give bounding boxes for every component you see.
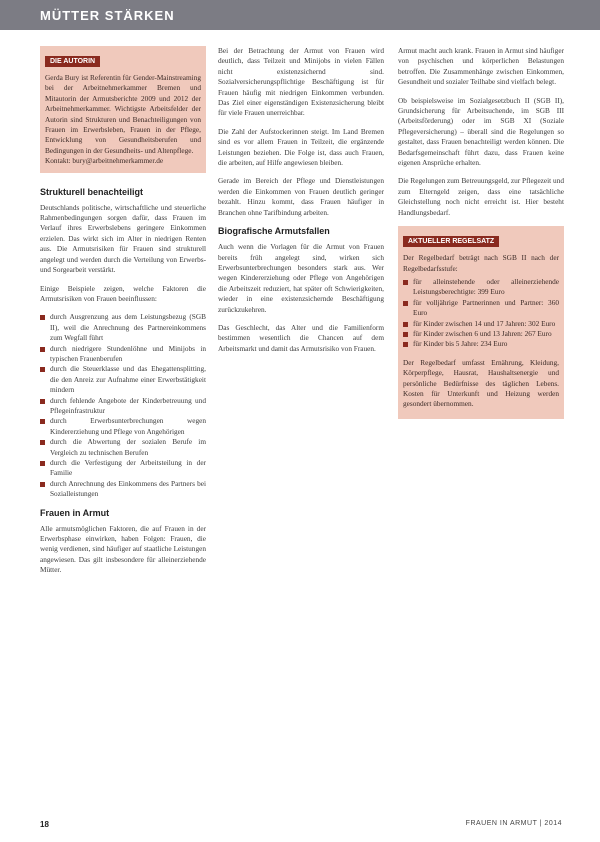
list-item: für Kinder bis 5 Jahre: 234 Euro: [403, 339, 559, 349]
author-box: [40, 46, 206, 173]
paragraph: Bei der Betrachtung der Armut von Frauen wird deutlich, dass Teilzeit und Minijobs in vielen Fällen nicht existenzsichernd sind. Sozialversicherungspflichtige Beschäftigung ist für Frauen häufig mit niedrigen Einkommen verbunden. Das Ziel einer eigenständigen Existenzsicherung bleibt für viele Frauen unerreichbar.: [218, 46, 384, 118]
list-item: für alleinstehende oder alleinerziehende Leistungsberechtigte: 399 Euro: [403, 277, 559, 298]
list-item: durch die Verfestigung der Arbeitsteilung in der Familie: [40, 458, 206, 479]
paragraph: Das Geschlecht, das Alter und die Familienform bestimmen wesentlich die Chancen auf dem Arbeitsmarkt und damit das Armutsrisiko von Frauen.: [218, 322, 384, 353]
list-item: für Kinder zwischen 6 und 13 Jahren: 267 Euro: [403, 329, 559, 339]
regelsatz-intro: Der Regelbedarf beträgt nach SGB II nach der Regelbedarfsstufe:: [403, 253, 559, 273]
list-item: durch fehlende Angebote der Kinderbetreuung und Pflegeinfrastruktur: [40, 396, 206, 417]
paragraph: Einige Beispiele zeigen, welche Faktoren die Armutsrisiken von Frauen beeinflussen:: [40, 283, 206, 303]
regelsatz-outro: Der Regelbedarf umfasst Ernährung, Kleidung, Körperpflege, Hausrat, Haushaltsenergie und persönliche Bedürfnisse des täglichen Lebens. Kosten für Unterkunft und Heizung werden gesondert übernommen.: [403, 357, 559, 409]
paragraph: Gerade im Bereich der Pflege und Dienstleistungen werden die Einkommen von Frauen deutlich geringer bezahlt. Hinzu kommt, dass Frauen häufiger in Branchen ohne Tarifbindung arbeiten.: [218, 176, 384, 217]
author-contact: Kontakt: bury@arbeitnehmerkammer.de: [45, 156, 164, 166]
author-box-label: DIE AUTORIN: [45, 56, 100, 67]
list-item: für volljährige Partnerinnen und Partner: 360 Euro: [403, 298, 559, 319]
regelsatz-box: [398, 226, 564, 419]
column-2: [218, 46, 384, 362]
bullet-list: [40, 312, 206, 499]
paragraph: Armut macht auch krank. Frauen in Armut sind häufiger von psychischen und körperlichen Belastungen betroffen. Die Zusammenhänge zwischen Einkommen, Gesundheit und sozialer Teilhabe sind vielfach belegt.: [398, 46, 564, 87]
heading-biografische-armutsfallen: Biografische Armutsfallen: [218, 226, 330, 237]
page-number: 18: [40, 820, 49, 829]
regelsatz-list: [403, 277, 559, 350]
heading-frauen-in-armut: Frauen in Armut: [40, 507, 110, 518]
regelsatz-box-label: AKTUELLER REGELSATZ: [403, 236, 499, 247]
paragraph: Deutschlands politische, wirtschaftliche und steuerliche Rahmenbedingungen sorgen dafür, dass Frauen im Verlauf ihres Erwerbslebens geringere Einkommen erzielen. Das wirkt sich im Alter in niedrigen Renten aus. Die Armutsrisiken für Frauen sind strukturell angelegt und werden durch die Verteilung von Erwerbs- und Sorgearbeit verstärkt.: [40, 202, 206, 275]
column-1: [40, 46, 206, 584]
author-text: Gerda Bury ist Referentin für Gender-Mainstreaming bei der Arbeitnehmerkammer Bremen und Mitautorin der Armutsberichte 2009 und 2012 der Arbeitnehmerkammer. Wichtigste Arbeitsfelder der Autorin sind Strukturen und Benachteiligungen von Frauen im Erwerbsleben, Frauen in der Pflege, Entwicklung von Gesundheitsberufen und Bedingungen in der Gesundheits- und Altenpflege.: [45, 73, 201, 155]
column-3: [398, 46, 564, 419]
section-title: MÜTTER STÄRKEN: [40, 8, 175, 23]
list-item: durch die Steuerklasse und das Ehegattensplitting, die den Anreiz zur Aufnahme einer Erwerbstätigkeit mindern: [40, 364, 206, 395]
paragraph: Die Regelungen zum Betreuungsgeld, zur Pflegezeit und zum Elterngeld zeigen, dass eine tatsächliche Gleichstellung noch nicht erreicht ist. Hier besteht Handlungsbedarf.: [398, 176, 564, 217]
list-item: durch niedrigere Stundenlöhne und Minijobs in typischen Frauenberufen: [40, 344, 206, 365]
heading-strukturell: Strukturell benachteiligt: [40, 186, 144, 197]
paragraph: Ob beispielsweise im Sozialgesetzbuch II (SGB II), Grundsicherung für Arbeitsuchende, im SGB III (Arbeitsförderung) oder im SGB XI (Soziale Pflegeversicherung) – überall sind die Regelungen so gestaltet, dass Frauen benachteiligt werden können. Die Bedarfsgemeinschaft führt dazu, dass Frauen keine eigenen Ansprüche erhalten.: [398, 95, 564, 168]
footer-publication: FRAUEN IN ARMUT | 2014: [465, 820, 562, 827]
list-item: für Kinder zwischen 14 und 17 Jahren: 302 Euro: [403, 319, 559, 329]
paragraph: Alle armutsmöglichen Faktoren, die auf Frauen in der Erwerbsphase einwirken, haben Folgen: Frauen, die wenig verdienen, sind häufiger auf staatliche Leistungen angewiesen. Das gilt insbesondere für alleinerziehende Mütter.: [40, 523, 206, 575]
list-item: durch Ausgrenzung aus dem Leistungsbezug (SGB II), weil die Anrechnung des Partnereinkommens zum Wegfall führt: [40, 312, 206, 343]
list-item: durch die Abwertung der sozialen Berufe im Vergleich zu technischen Berufen: [40, 437, 206, 458]
paragraph: Auch wenn die Vorlagen für die Armut von Frauen bereits früh angelegt sind, wirken sich Erwerbsunterbrechungen besonders stark aus. Wer wegen Kindererziehung oder Pflege von Angehörigen die Arbeitszeit reduziert, hat später oft Schwierigkeiten, wieder in eine existenzsichernde Beschäftigung zurückzukehren.: [218, 242, 384, 314]
list-item: durch Erwerbsunterbrechungen wegen Kindererziehung und Pflege von Angehörigen: [40, 416, 206, 437]
header-bar: [0, 0, 600, 30]
paragraph: Die Zahl der Aufstockerinnen steigt. Im Land Bremen sind es vor allem Frauen in Teilzeit, die ergänzende Leistungen beziehen. Die Folge ist, dass auch Frauen, die arbeiten, auf Hilfe angewiesen bleiben.: [218, 126, 384, 168]
list-item: durch Anrechnung des Einkommens des Partners bei Sozialleistungen: [40, 479, 206, 500]
